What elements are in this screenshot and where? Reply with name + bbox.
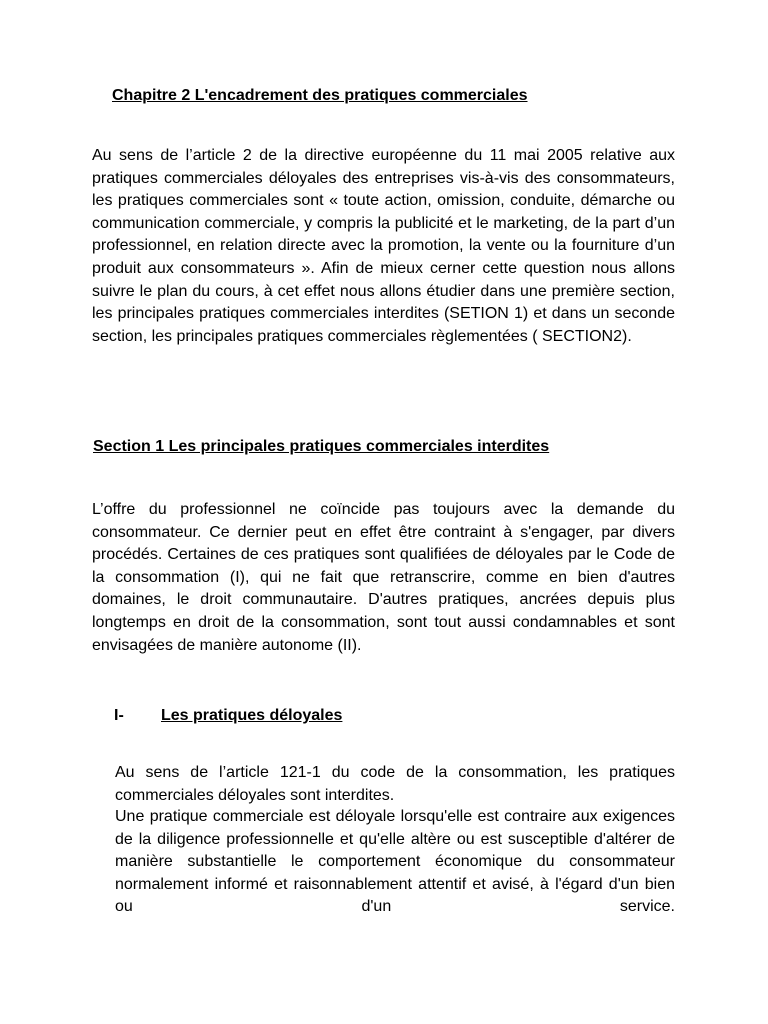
subsection-1-paragraph-2: Une pratique commerciale est déloyale lorsqu'elle est contraire aux exigences de la diligence professionnelle et qu'elle altère ou est susceptible d'altérer de manière substantielle le comportement économique du consommateur normalement informé et raisonnablement attentif et avisé, à l'égard d'un bien ou d'un service. [115, 808, 675, 916]
subsection-1-title: Les pratiques déloyales [161, 707, 343, 724]
intro-paragraph: Au sens de l’article 2 de la directive européenne du 11 mai 2005 relative aux pratiques commerciales déloyales des entreprises vis-à-vis des consommateurs, les pratiques commerciales sont « toute action, omission, conduite, démarche ou communication commerciale, y compris la publicité et le marketing, de la part d’un professionnel, en relation directe avec la promotion, la vente ou la fourniture d’un produit aux consommateurs ». Afin de mieux cerner cette question nous allons suivre le plan du cours, à cet effet nous allons étudier dans une première section, les principales pratiques commerciales interdites (SETION 1) et dans un seconde section, les principales pratiques commerciales règlementées ( SECTION2). [92, 147, 675, 345]
section-1-paragraph: L’offre du professionnel ne coïncide pas toujours avec la demande du consommateur. Ce dernier peut en effet être contraint à s'engager, par divers procédés. Certaines de ces pratiques sont qualifiées de déloyales par le Code de la consommation (I), qui ne fait que retranscrire, comme en bien d'autres domaines, le droit communautaire. D'autres pratiques, ancrées depuis plus longtemps en droit de la consommation, sont tout aussi condamnables et sont envisagées de manière autonome (II). [92, 501, 675, 654]
chapter-title: Chapitre 2 L'encadrement des pratiques commerciales [112, 87, 528, 104]
subsection-1-number: I- [114, 707, 124, 724]
subsection-1-paragraph-1: Au sens de l’article 121-1 du code de la consommation, les pratiques commerciales déloyales sont interdites. [115, 764, 675, 804]
section-1-title: Section 1 Les principales pratiques commerciales interdites [93, 438, 550, 455]
